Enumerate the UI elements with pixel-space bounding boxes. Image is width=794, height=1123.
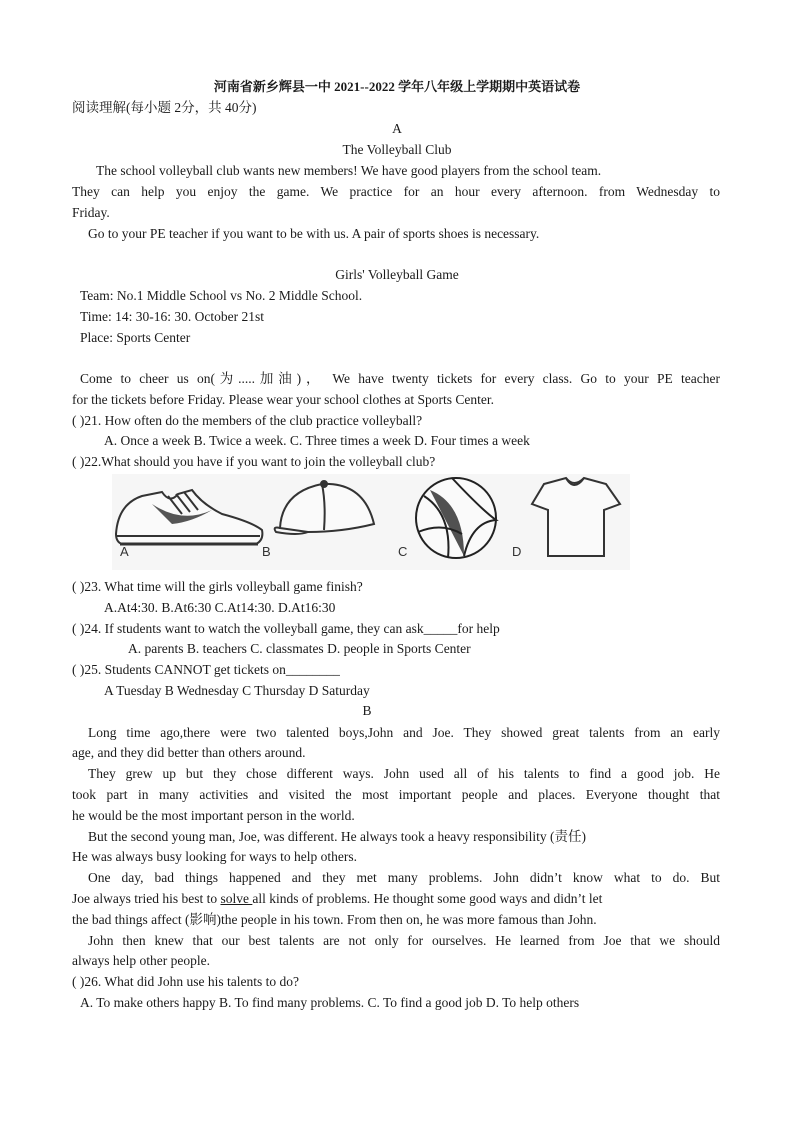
section-heading: 阅读理解(每小题 2分，共 40分) — [72, 100, 257, 115]
question-25 — [72, 662, 340, 678]
passage-a-line: The school volleyball club wants new members! We have good players from the school team. — [96, 163, 602, 178]
passage-a-label: A — [392, 121, 402, 136]
passage-b-line: always help other people. — [72, 953, 210, 968]
option-a-label: A — [120, 544, 129, 559]
passage-b-label: B — [362, 703, 372, 718]
question-22: ( )22.What should you have if you want to join the volleyball club? — [72, 454, 436, 469]
cheer-line: Come to cheer us on(为.....加油)， We have twenty tickets for every class. Go to your PE teacher — [80, 371, 720, 386]
option-d-label: D — [512, 544, 522, 559]
question-21-options: A. Once a week B. Twice a week. C. Three times a week D. Four times a week — [104, 433, 530, 448]
question-23-options: A.At4:30. B.At6:30 C.At14:30. D.At16:30 — [104, 600, 336, 615]
option-c-label: C — [398, 544, 408, 559]
answer-blank: ________ — [285, 662, 340, 677]
question-22-images — [112, 474, 630, 570]
question-23: ( )23. What time will the girls volleyball game finish? — [72, 579, 363, 594]
passage-b-line: Long time ago,there were two talented boys,John and Joe. They showed great talents from an early — [88, 725, 720, 740]
passage-b-text: Joe always tried his best to — [72, 891, 221, 906]
passage-a-line: They can help you enjoy the game. We practice for an hour every afternoon. from Wednesday to — [72, 184, 720, 199]
question-25-options: A Tuesday B Wednesday C Thursday D Saturday — [104, 683, 370, 698]
question-25-text: ( )25. Students CANNOT get tickets on — [72, 662, 286, 677]
question-24-suffix: for help — [457, 621, 500, 636]
volleyball-icon — [416, 478, 496, 558]
passage-b-line: One day, bad things happened and they met many problems. John didn’t know what to do. But — [88, 870, 720, 885]
option-b-label: B — [262, 544, 271, 559]
passage-b-line: age, and they did better than others around. — [72, 745, 306, 760]
question-26: ( )26. What did John use his talents to do? — [72, 974, 299, 989]
game-title: Girls' Volleyball Game — [335, 267, 459, 282]
passage-a-line: Friday. — [72, 205, 110, 220]
passage-b-line: took part in many activities and visited the most important people and places. Everyone thought that — [72, 787, 720, 802]
sneaker-icon — [116, 490, 262, 544]
tshirt-icon — [532, 478, 620, 556]
passage-b-line: John then knew that our best talents are not only for ourselves. He learned from Joe that we should — [88, 933, 720, 948]
passage-a-line: Go to your PE teacher if you want to be with us. A pair of sports shoes is necessary. — [88, 226, 540, 241]
question-21: ( )21. How often do the members of the club practice volleyball? — [72, 413, 423, 428]
passage-b-line: He was always busy looking for ways to help others. — [72, 849, 357, 864]
answer-blank: _____ — [423, 621, 458, 636]
cap-icon — [275, 481, 374, 534]
game-time: Time: 14: 30-16: 30. October 21st — [80, 309, 264, 324]
passage-b-line — [72, 891, 602, 907]
passage-b-line: the bad things affect (影响)the people in his town. From then on, he was more famous than John. — [72, 912, 597, 927]
game-place: Place: Sports Center — [80, 330, 191, 345]
cheer-line: for the tickets before Friday. Please wear your school clothes at Sports Center. — [72, 392, 495, 407]
passage-b-text: all kinds of problems. He thought some good ways and didn’t let — [252, 891, 603, 906]
underlined-word: solve — [220, 891, 253, 906]
question-24-options: A. parents B. teachers C. classmates D. people in Sports Center — [128, 641, 471, 656]
passage-b-line: But the second young man, Joe, was different. He always took a heavy responsibility (责任) — [88, 829, 587, 844]
question-24-text: ( )24. If students want to watch the volleyball game, they can ask — [72, 621, 424, 636]
item-illustrations — [112, 474, 630, 570]
question-24 — [72, 621, 500, 637]
club-title: The Volleyball Club — [342, 142, 452, 157]
question-26-options: A. To make others happy B. To find many problems. C. To find a good job D. To help others — [80, 995, 580, 1010]
passage-b-line: They grew up but they chose different ways. John used all of his talents to find a good job. He — [88, 766, 720, 781]
passage-b-line: he would be the most important person in the world. — [72, 808, 355, 823]
game-team: Team: No.1 Middle School vs No. 2 Middle School. — [80, 288, 363, 303]
exam-title: 河南省新乡辉县一中 2021--2022 学年八年级上学期期中英语试卷 — [213, 79, 581, 94]
